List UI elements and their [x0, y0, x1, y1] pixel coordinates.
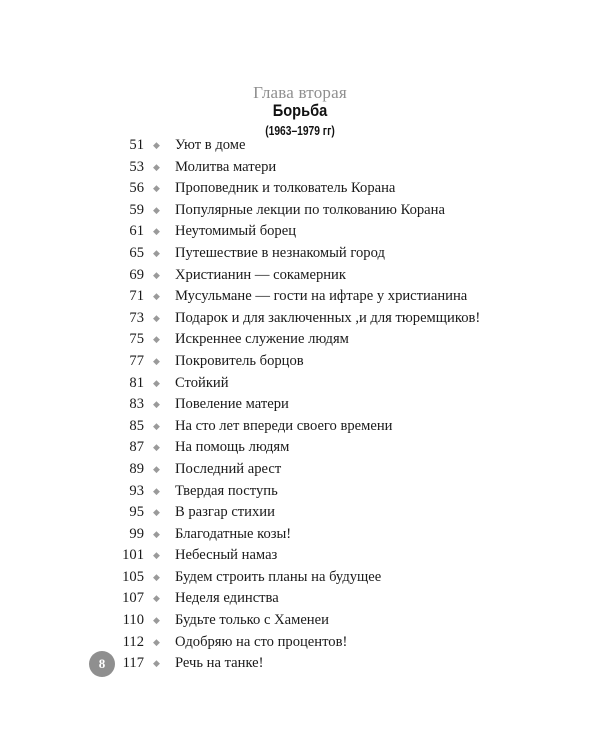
- toc-page-number: 71: [129, 288, 144, 305]
- diamond-bullet-icon: ◆: [153, 269, 160, 280]
- diamond-bullet-icon: ◆: [153, 355, 160, 366]
- toc-entry: [0, 632, 600, 654]
- toc-page-number: 112: [122, 633, 144, 650]
- diamond-bullet-icon: ◆: [153, 226, 160, 237]
- toc-entry: [0, 373, 600, 395]
- diamond-bullet-icon: ◆: [153, 528, 160, 539]
- toc-entry: [0, 135, 600, 157]
- toc-page-number: 110: [122, 612, 144, 629]
- toc-page-number: 51: [129, 137, 144, 153]
- toc-entry-title: Молитва матери: [175, 158, 277, 175]
- toc-page-number: 81: [129, 374, 144, 391]
- toc-entry-title: Последний арест: [175, 460, 282, 477]
- toc-page-number: 59: [129, 201, 144, 218]
- toc-entry-title: Одобряю на сто процентов!: [175, 633, 348, 650]
- toc-entry: [0, 243, 600, 265]
- diamond-bullet-icon: ◆: [153, 442, 160, 453]
- chapter-title: Борьба: [272, 101, 328, 120]
- diamond-bullet-icon: ◆: [153, 615, 160, 626]
- toc-entry: [0, 286, 600, 308]
- toc-entry: [0, 545, 600, 567]
- diamond-bullet-icon: ◆: [153, 463, 160, 474]
- toc-page-number: 83: [129, 396, 144, 413]
- diamond-bullet-icon: ◆: [153, 485, 160, 496]
- toc-entry-title: Мусульмане — гости на ифтаре у христианина: [175, 288, 468, 305]
- toc-entry: [0, 308, 600, 330]
- toc-entry-title: Повеление матери: [175, 396, 289, 413]
- chapter-label: Глава вторая: [253, 83, 347, 102]
- toc-entry-title: В разгар стихии: [175, 504, 275, 521]
- toc-page-number: 93: [129, 482, 144, 499]
- diamond-bullet-icon: ◆: [153, 140, 160, 150]
- toc-entry: [0, 157, 600, 179]
- toc-entry: [0, 567, 600, 589]
- toc-entry: [0, 329, 600, 351]
- toc-entry: [0, 265, 600, 287]
- toc-entry: [0, 351, 600, 373]
- toc-page-number: 89: [129, 460, 144, 477]
- toc-entry-title: На сто лет впереди своего времени: [175, 417, 393, 434]
- toc-page-number: 77: [129, 352, 144, 369]
- diamond-bullet-icon: ◆: [153, 204, 160, 215]
- toc-entry: [0, 200, 600, 222]
- diamond-bullet-icon: ◆: [153, 658, 160, 669]
- toc-entry-title: Небесный намаз: [175, 547, 278, 564]
- toc-entry-title: Путешествие в незнакомый город: [175, 244, 385, 261]
- toc-page-number: 95: [129, 504, 144, 521]
- toc-page-number: 65: [129, 244, 144, 261]
- toc-entry: [0, 481, 600, 503]
- toc-entry-title: На помощь людям: [175, 439, 290, 456]
- toc-entry-title: Подарок и для заключенных ,и для тюремщиков!: [175, 309, 481, 326]
- diamond-bullet-icon: ◆: [153, 161, 160, 172]
- diamond-bullet-icon: ◆: [153, 593, 160, 604]
- toc-entry-title: Уют в доме: [175, 137, 246, 153]
- diamond-bullet-icon: ◆: [153, 571, 160, 582]
- toc-entry-title: Речь на танке!: [175, 655, 264, 672]
- diamond-bullet-icon: ◆: [153, 420, 160, 431]
- toc-entry-title: Будем строить планы на будущее: [175, 568, 382, 585]
- diamond-bullet-icon: ◆: [153, 312, 160, 323]
- toc-page-number: 107: [122, 590, 144, 607]
- toc-entry: [0, 502, 600, 524]
- toc-page-number: 117: [122, 655, 144, 672]
- toc-entry-title: Христианин — сокамерник: [175, 266, 346, 283]
- diamond-bullet-icon: ◆: [153, 291, 160, 302]
- table-of-contents: [0, 135, 600, 675]
- toc-entry-title: Неделя единства: [175, 590, 279, 607]
- toc-page-number: 101: [122, 547, 144, 564]
- diamond-bullet-icon: ◆: [153, 636, 160, 647]
- toc-entry-title: Искреннее служение людям: [175, 331, 349, 348]
- toc-entry: [0, 459, 600, 481]
- toc-page-number: 87: [129, 439, 144, 456]
- diamond-bullet-icon: ◆: [153, 334, 160, 345]
- toc-entry: [0, 524, 600, 546]
- toc-entry: [0, 221, 600, 243]
- toc-entry: [0, 416, 600, 438]
- toc-entry-title: Неутомимый борец: [175, 223, 297, 240]
- toc-entry: [0, 588, 600, 610]
- toc-entry: [0, 178, 600, 200]
- toc-entry-title: Благодатные козы!: [175, 525, 292, 542]
- toc-page-number: 105: [122, 568, 144, 585]
- diamond-bullet-icon: ◆: [153, 247, 160, 258]
- toc-entry-title: Будьте только с Хаменеи: [175, 612, 329, 629]
- toc-page-number: 69: [129, 266, 144, 283]
- toc-entry-title: Популярные лекции по толкованию Корана: [175, 201, 445, 218]
- toc-page-number: 53: [129, 158, 144, 175]
- diamond-bullet-icon: ◆: [153, 507, 160, 518]
- toc-page-number: 73: [129, 309, 144, 326]
- toc-entry-title: Стойкий: [175, 374, 229, 391]
- toc-entry-title: Твердая поступь: [175, 482, 278, 499]
- diamond-bullet-icon: ◆: [153, 399, 160, 410]
- toc-entry-title: Покровитель борцов: [175, 352, 304, 369]
- diamond-bullet-icon: ◆: [153, 377, 160, 388]
- toc-page-number: 85: [129, 417, 144, 434]
- toc-entry: [0, 610, 600, 632]
- chapter-years: (1963–1979 гг): [265, 124, 335, 138]
- diamond-bullet-icon: ◆: [153, 550, 160, 561]
- diamond-bullet-icon: ◆: [153, 183, 160, 194]
- toc-page-number: 99: [129, 525, 144, 542]
- toc-page-number: 56: [129, 180, 144, 197]
- toc-page-number: 61: [129, 223, 144, 240]
- toc-entry: [0, 394, 600, 416]
- toc-entry-title: Проповедник и толкователь Корана: [175, 180, 396, 197]
- toc-entry: [0, 437, 600, 459]
- toc-page-number: 75: [129, 331, 144, 348]
- page-number-badge: 8: [89, 651, 115, 677]
